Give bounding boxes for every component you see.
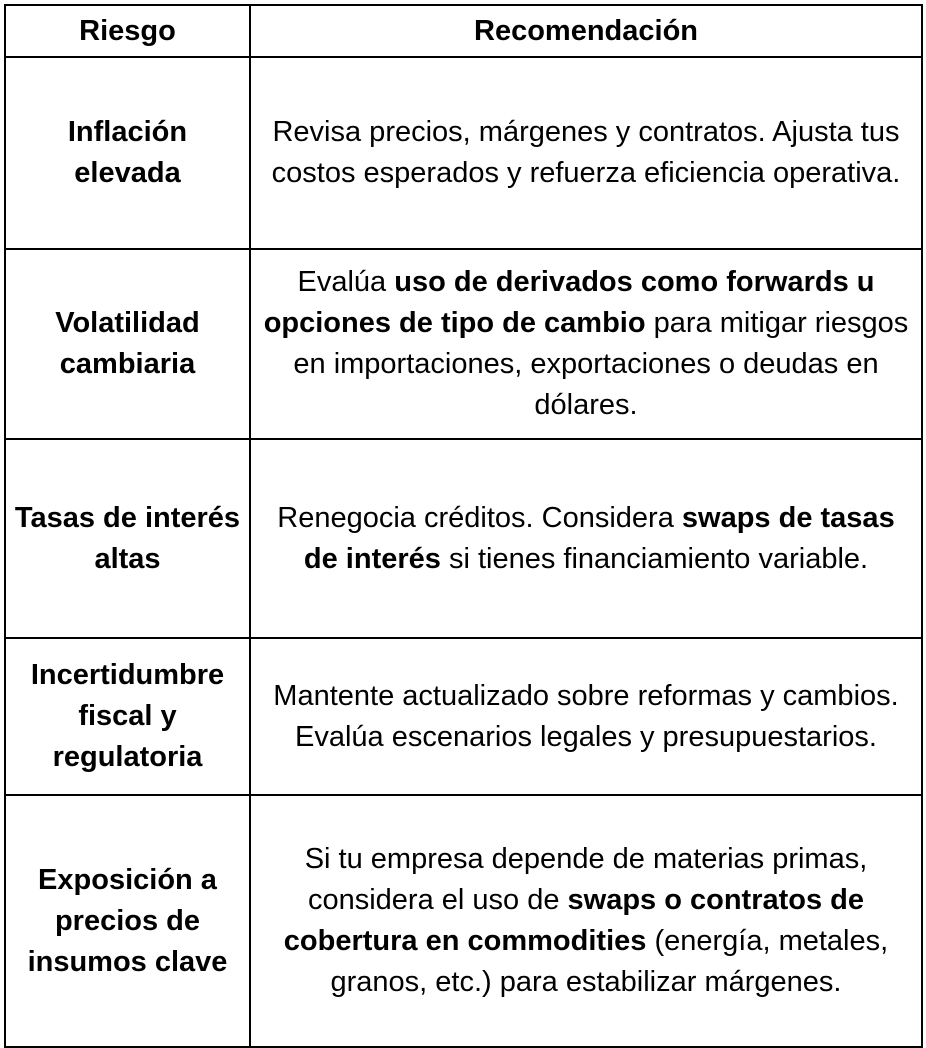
risk-cell: Volatilidad cambiaria bbox=[5, 249, 250, 439]
table-row bbox=[5, 795, 922, 1047]
risk-cell: Incertidumbre fiscal y regulatoria bbox=[5, 638, 250, 795]
recommendation-cell bbox=[250, 249, 922, 439]
table-row bbox=[5, 638, 922, 795]
recommendation-cell bbox=[250, 795, 922, 1047]
recommendation-cell bbox=[250, 439, 922, 638]
recommendation-text: si tienes financiamiento variable. bbox=[440, 542, 869, 575]
header-recommendation: Recomendación bbox=[250, 5, 922, 57]
table-row bbox=[5, 57, 922, 249]
recommendation-text: Mantente actualizado sobre reformas y cambios. Evalúa escenarios legales y presupuestarios. bbox=[273, 679, 899, 753]
recommendation-text: Evalúa bbox=[297, 266, 395, 298]
table-row bbox=[5, 249, 922, 439]
risk-cell: Exposición a precios de insumos clave bbox=[5, 795, 250, 1047]
recommendation-text: Revisa precios, márgenes y contratos. Ajusta tus costos esperados y refuerza eficiencia operativa. bbox=[271, 116, 901, 189]
recommendation-bold-text: swaps de tasas de interés bbox=[303, 501, 895, 575]
recommendation-bold-text: uso de derivados como forwards u opciones de tipo de cambio bbox=[263, 266, 875, 339]
recommendation-text: Renegocia créditos. Considera bbox=[277, 501, 682, 534]
recommendation-bold-text: swaps o contratos de cobertura en commodities bbox=[283, 884, 865, 957]
header-risk: Riesgo bbox=[5, 5, 250, 57]
recommendation-cell bbox=[250, 57, 922, 249]
table-row bbox=[5, 439, 922, 638]
risk-cell: Inflación elevada bbox=[5, 57, 250, 249]
risk-recommendation-table bbox=[4, 4, 923, 1048]
risk-cell: Tasas de interés altas bbox=[5, 439, 250, 638]
table-header-row bbox=[5, 5, 922, 57]
recommendation-text: Si tu empresa depende de materias primas, considera el uso de bbox=[304, 843, 868, 916]
recommendation-text: para mitigar riesgos en importaciones, exportaciones o deudas en dólares. bbox=[293, 307, 909, 421]
recommendation-text: (energía, metales, granos, etc.) para estabilizar márgenes. bbox=[330, 925, 889, 998]
recommendation-cell bbox=[250, 638, 922, 795]
